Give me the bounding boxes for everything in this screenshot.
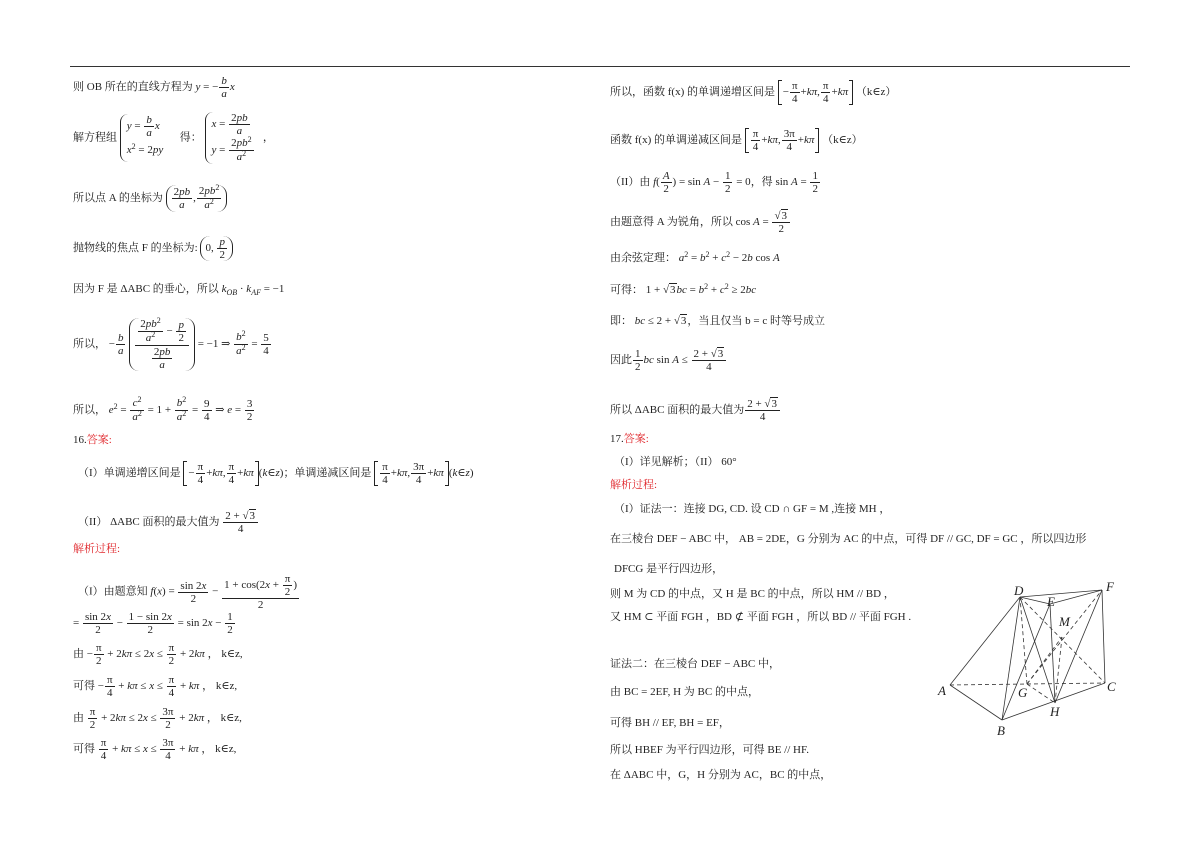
q17-step-3: DFCG 是平行四边形， <box>614 563 724 575</box>
q16-step-4: 可得 − $\frac{\pi}{4}$ + kπ ≤ x ≤ $\frac{\pi}{4}$ + kπ ， k∈z, <box>73 674 238 699</box>
q17-answer: （I）详见解析；（II） 60° <box>614 456 737 468</box>
q17-step-10: 在 ΔABC 中，G，H 分别为 AC，BC 的中点， <box>610 769 832 781</box>
q17-step-8: 可得 BH // EF, BH = EF， <box>610 717 730 729</box>
header-rule <box>70 66 1130 67</box>
q17-step-5: 又 HM ⊂ 平面 FGH ，BD ⊄ 平面 FGH ，所以 BD // 平面 FGH . <box>610 611 912 623</box>
q16-step-5: 由 $\frac{\pi}{2}$ + 2kπ ≤ 2x ≤ $\frac{3\pi}{2}$ + 2kπ ， k∈z, <box>73 706 242 731</box>
q17-step-4: 则 M 为 CD 的中点，又 H 是 BC 的中点，所以 HM // BD ， <box>610 588 895 600</box>
line-area-bound: 因此 $\frac{1}{2}$ bc sin A ≤ $\frac{2 + √3}{4}$ <box>610 348 727 373</box>
line-eccentricity: 所以， $e^2$ = $\frac{c^2}{a^2}$ = 1 + $\frac{b^2}{a^2}$ = $\frac{9}{4}$ ⇒ e = $\frac{3}{2}$ <box>73 395 253 423</box>
figure-label-f: F <box>1106 579 1114 594</box>
figure-label-c: C <box>1107 679 1116 694</box>
q17-step-1: （I）证法一：连接 DG, CD. 设 CD ∩ GF = M ,连接 MH ， <box>614 503 891 515</box>
line-decreasing-interval: 函数 f(x) 的单调递减区间是 $\frac{\pi}{4}$ +kπ, $\frac{3\pi}{4}$ +kπ （k∈z） <box>610 128 863 153</box>
q16-heading: 16.答案: <box>73 434 112 446</box>
line-equation-system: 解方程组 y = $\frac{b}{a}$ x $x^2 = 2py$ 得： x = $\frac{2pb}{a}$ y = $\frac{2pb^2}{a^2}$ ， <box>73 112 274 163</box>
figure-label-g: G <box>1018 685 1028 700</box>
line-focus-f: 抛物线的焦点 F 的坐标为: 0, $\frac{p}{2}$ <box>73 236 233 261</box>
q16-step-3: 由 − $\frac{\pi}{2}$ + 2kπ ≤ 2x ≤ $\frac{\pi}{2}$ + 2kπ ， k∈z, <box>73 642 243 667</box>
figure-label-m: M <box>1059 614 1070 629</box>
q16-answer-i: （I）单调递增区间是 − $\frac{\pi}{4}$ +kπ, $\frac{\pi}{4}$ +kπ (k∈z)；单调递减区间是 $\frac{\pi}{4}$ +kπ, $\frac{3\pi}{4}$ +kπ (k∈z) <box>78 461 474 486</box>
q17-process-heading: 解析过程: <box>610 479 658 491</box>
q16-step-1: （I）由题意知 f(x) = $\frac{\sin 2x}{2}$ − 1 + cos(2x + $\frac{\pi}{2}$ ) 2 <box>78 573 297 611</box>
q17-step-7: 由 BC = 2EF, H 为 BC 的中点， <box>610 686 759 698</box>
line-law-of-cosines: 由余弦定理： $a^2 = b^2 + c^2 - 2b$ cos A <box>610 250 780 264</box>
q17-heading: 17.答案: <box>610 433 649 445</box>
q16-step-6: 可得 $\frac{\pi}{4}$ + kπ ≤ x ≤ $\frac{3\pi}{4}$ + kπ ， k∈z, <box>73 737 237 762</box>
figure-label-e: E <box>1047 594 1055 609</box>
line-point-a: 所以点 A 的坐标为 $\frac{2pb}{a}$ , $\frac{2pb^2}{a^2}$ <box>73 185 227 212</box>
figure-label-a: A <box>938 683 946 698</box>
q17-step-2: 在三棱台 DEF − ABC 中， AB = 2DE，G 分别为 AC 的中点，可得 DF // GC, DF = GC ，所以四边形 <box>610 533 1087 545</box>
figure-label-h: H <box>1050 704 1060 719</box>
line-max-area: 所以 ΔABC 面积的最大值为 $\frac{2 + √3}{4}$ <box>610 398 781 423</box>
q16-answer-ii: （II） ΔABC 面积的最大值为 $\frac{2 + √3}{4}$ <box>78 510 259 535</box>
line-derivation: 所以， − $\frac{b}{a}$ $\frac{2pb^2}{a^2}$ − $\frac{p}{2}$ $\frac{2pb}{a}$ = −1 ⇒ $\frac{b^2}{a^2}$ = $\frac{5}{4}$ <box>73 316 269 371</box>
line-orthocenter: 因为 F 是 ΔABC 的垂心，所以 $k_{OB} \cdot k_{AF} = -1$ <box>73 283 285 297</box>
q17-step-6: 证法二：在三棱台 DEF − ABC 中， <box>610 658 780 670</box>
q17-step-9: 所以 HBEF 为平行四边形，可得 BE // HF. <box>610 744 809 756</box>
q16-process-heading: 解析过程: <box>73 543 121 555</box>
figure-label-d: D <box>1014 583 1024 598</box>
line-cos-a: 由题意得 A 为锐角，所以 cos A = $\frac{√3}{2}$ <box>610 210 791 235</box>
line-increasing-interval: 所以，函数 f(x) 的单调递增区间是 − $\frac{\pi}{4}$ +kπ, $\frac{\pi}{4}$ +kπ （k∈z） <box>610 80 897 105</box>
q16-step-2: = $\frac{\sin 2x}{2}$ − $\frac{1 - \sin 2x}{2}$ = sin 2x − $\frac{1}{2}$ <box>73 611 233 636</box>
line-part-ii-start: （II）由 f( $\frac{A}{2}$ ) = sin A − $\frac{1}{2}$ = 0，得 sin A = $\frac{1}{2}$ <box>610 170 818 195</box>
line-bc-bound: 即： bc ≤ 2 + √3，当且仅当 b = c 时等号成立 <box>610 315 826 327</box>
line-inequality: 可得： $1 + √3bc = b^2 + c^2 \ge 2bc$ <box>610 282 757 296</box>
figure-label-b: B <box>997 723 1005 738</box>
line-ob-equation: 则 OB 所在的直线方程为 y = − $\frac{b}{a}$ x <box>73 75 235 100</box>
frustum-figure <box>930 575 1130 745</box>
